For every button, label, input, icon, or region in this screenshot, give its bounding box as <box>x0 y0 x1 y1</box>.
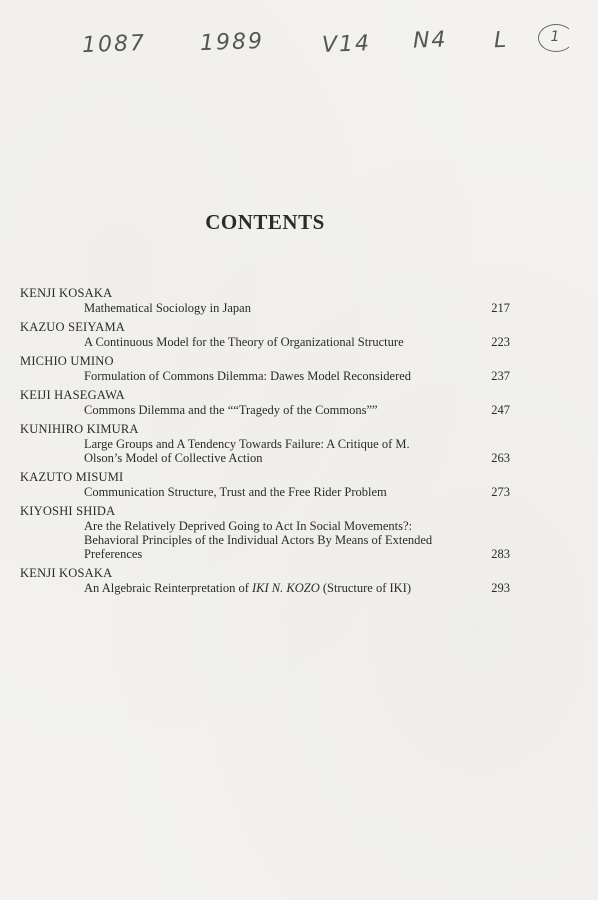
contents-entry <box>20 388 510 417</box>
contents-entry <box>20 504 510 561</box>
contents-entry <box>20 470 510 499</box>
entry-body <box>20 519 510 561</box>
entry-page-number[interactable]: 217 <box>491 301 510 315</box>
entry-title-continued[interactable]: Preferences <box>84 547 143 561</box>
entry-author: KAZUTO MISUMI <box>20 470 124 484</box>
entry-page-number[interactable]: 293 <box>491 581 510 595</box>
circled-note: 1 <box>538 24 574 52</box>
contents-entry <box>20 354 510 383</box>
entry-title-continued[interactable]: Olson’s Model of Collective Action <box>84 451 263 465</box>
entry-page-number[interactable]: 223 <box>491 335 510 349</box>
entry-author: MICHIO UMINO <box>20 354 114 368</box>
entry-page-number[interactable]: 263 <box>491 451 510 465</box>
contents-entry <box>20 286 510 315</box>
handwritten-issue: N4 <box>412 27 448 54</box>
entry-title[interactable]: A Continuous Model for the Theory of Organizational Structure <box>84 335 404 349</box>
entry-author: KEIJI HASEGAWA <box>20 388 125 402</box>
handwritten-volume: V14 <box>321 31 372 58</box>
entry-title[interactable] <box>84 581 460 595</box>
entry-body <box>20 369 510 383</box>
entry-title[interactable]: Large Groups and A Tendency Towards Failure: A Critique of M. <box>84 437 410 451</box>
handwritten-number: 1087 <box>81 30 147 59</box>
handwritten-letter: L <box>493 27 509 54</box>
entry-page-number[interactable]: 273 <box>491 485 510 499</box>
entry-title[interactable]: Mathematical Sociology in Japan <box>84 301 251 315</box>
entry-author: KUNIHIRO KIMURA <box>20 422 139 436</box>
entry-author: KENJI KOSAKA <box>20 286 113 300</box>
handwritten-year: 1989 <box>199 28 265 57</box>
entry-author: KAZUO SEIYAMA <box>20 320 126 334</box>
entry-page-number[interactable]: 283 <box>491 547 510 561</box>
entry-body <box>20 437 510 465</box>
entry-title-italic: IKI N. KOZO <box>252 581 320 595</box>
entry-body <box>20 335 510 349</box>
entry-page-number[interactable]: 247 <box>491 403 510 417</box>
contents-list <box>20 286 510 600</box>
entry-title[interactable]: Formulation of Commons Dilemma: Dawes Model Reconsidered <box>84 369 412 383</box>
entry-author: KENJI KOSAKA <box>20 566 113 580</box>
entry-title[interactable]: Commons Dilemma and the ““Tragedy of the Commons”” <box>84 403 378 417</box>
entry-body <box>20 403 510 417</box>
entry-title[interactable]: Communication Structure, Trust and the Free Rider Problem <box>84 485 387 499</box>
contents-entry <box>20 566 510 595</box>
contents-entry <box>20 422 510 465</box>
entry-author: KIYOSHI SHIDA <box>20 504 116 518</box>
entry-title-part: An Algebraic Reinterpretation of <box>84 581 252 595</box>
handwritten-annotation <box>0 24 598 74</box>
entry-body <box>20 301 510 315</box>
entry-page-number[interactable]: 237 <box>491 369 510 383</box>
entry-title-part: (Structure of IKI) <box>319 581 412 595</box>
entry-body <box>20 485 510 499</box>
page-title: CONTENTS <box>205 210 325 234</box>
entry-body <box>20 581 510 595</box>
contents-entry <box>20 320 510 349</box>
entry-title[interactable]: Are the Relatively Deprived Going to Act In Social Movements?: <box>84 519 413 533</box>
entry-title-continued[interactable]: Behavioral Principles of the Individual Actors By Means of Extended <box>84 533 433 547</box>
